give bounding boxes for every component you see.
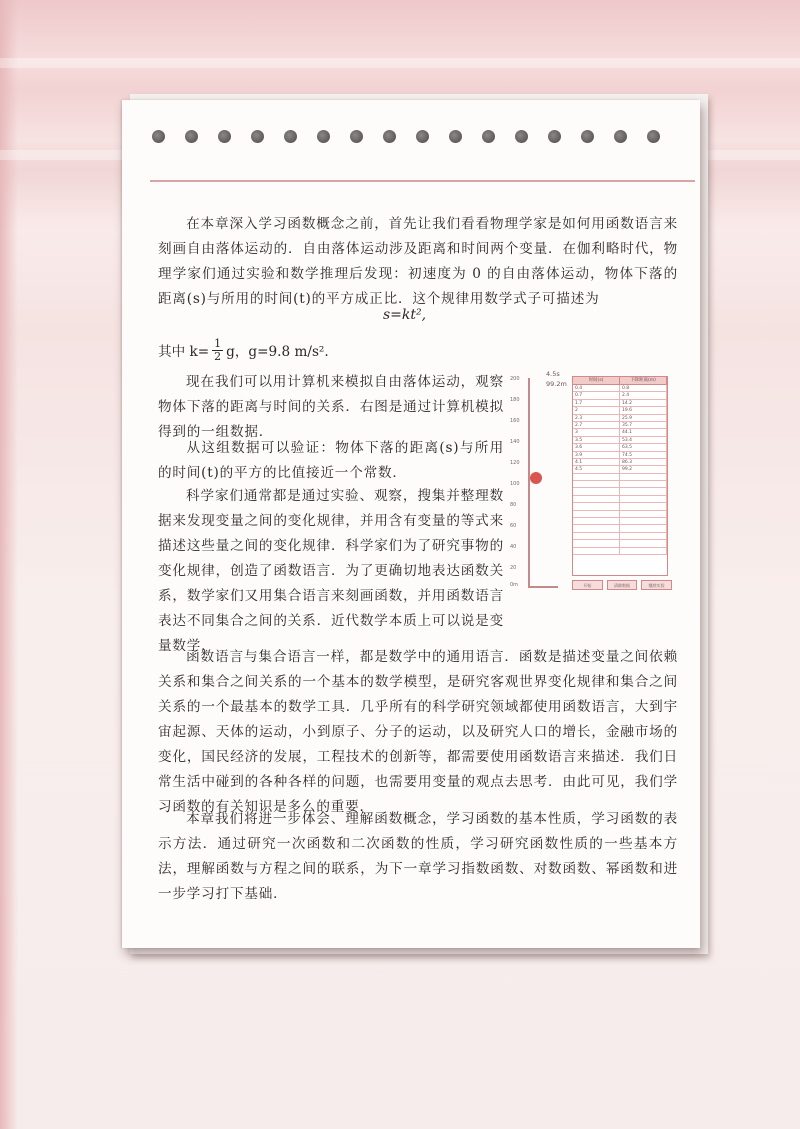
table-row (573, 437, 667, 444)
time-cell: 1.7 (573, 400, 620, 406)
scientists-text: 科学家们通常都是通过实验、观察，搜集并整理数据来发现变量之间的变化规律，并用含有变量的等式来描述这些量之间的变化规律．科学家们为了研究事物的变化规律，创造了函数语言．为了更确切地表达函数关系，数学家们又用集合语言来刻画函数，并用函数语言表达不同集合之间的关系．近代数学本质上可以说是变量数学． (158, 488, 504, 654)
table-body (573, 385, 667, 555)
distance-cell (620, 503, 667, 509)
falling-ball (530, 472, 542, 484)
tick-label: 40 (510, 544, 517, 550)
function-language-paragraph (158, 645, 678, 820)
time-cell: 2.3 (573, 415, 620, 421)
where-prefix: 其中 k= (158, 344, 210, 360)
time-cell: 2.7 (573, 422, 620, 428)
distance-cell: 2.4 (620, 392, 667, 398)
chapter-plan-text: 本章我们将进一步体会、理解函数概念，学习函数的基本性质，学习函数的表示方法．通过研究一次函数和二次函数的性质，学习研究函数性质的一些基本方法，理解函数与方程之间的联系，为下一章学习指数函数、对数函数、幂函数和进一步学习打下基础． (158, 811, 678, 902)
chapter-plan-paragraph (158, 807, 678, 907)
time-cell (573, 488, 620, 494)
binding-hole (449, 130, 462, 143)
binding-hole (647, 130, 660, 143)
distance-cell (620, 548, 667, 554)
binding-hole (383, 130, 396, 143)
binding-hole (284, 130, 297, 143)
distance-cell (620, 481, 667, 487)
background-band (0, 58, 800, 68)
table-row (573, 459, 667, 466)
binding-holes (152, 130, 672, 146)
ground-line (528, 586, 558, 588)
simulation-controls (572, 580, 672, 592)
table-row (573, 540, 667, 547)
time-cell (573, 548, 620, 554)
tick-label: 0m (510, 582, 519, 588)
verification-paragraph (158, 436, 504, 486)
time-cell (573, 474, 620, 480)
verification-text: 从这组数据可以验证：物体下落的距离(s)与所用的时间(t)的平方的比值接近一个常数． (158, 440, 504, 481)
table-row (573, 525, 667, 532)
binding-hole (350, 130, 363, 143)
data-table (572, 376, 668, 576)
distance-cell: 53.4 (620, 437, 667, 443)
distance-cell (620, 496, 667, 502)
column-header-distance: 下降距离(m) (620, 377, 667, 384)
distance-cell: 99.2 (620, 466, 667, 472)
table-row (573, 481, 667, 488)
distance-cell: 14.2 (620, 400, 667, 406)
time-cell: 3.6 (573, 444, 620, 450)
function-language-text: 函数语言与集合语言一样，都是数学中的通用语言．函数是描述变量之间依赖关系和集合之间关系的一个基本的数学模型，是研究客观世界变化规律和集合之间关系的一个最基本的数学工具．几乎所有的科学研究领域都使用函数语言，大到宇宙起源、天体的运动，小到原子、分子的运动，以及研究人口的增长，金融市场的变化，国民经济的发展，工程技术的创新等，都需要使用函数语言来描述．我们日常生活中碰到的各种各样的问题，也需要用变量的观点去思考．由此可见，我们学习函数的有关知识是多么的重要． (158, 649, 678, 815)
free-fall-simulation (508, 368, 678, 596)
distance-cell (620, 511, 667, 517)
table-row (573, 548, 667, 555)
binding-hole (614, 130, 627, 143)
table-row (573, 415, 667, 422)
binding-hole (152, 130, 165, 143)
binding-hole (218, 130, 231, 143)
time-cell (573, 533, 620, 539)
time-cell: 0.4 (573, 385, 620, 391)
binding-hole (581, 130, 594, 143)
table-row (573, 503, 667, 510)
tick-label: 60 (510, 523, 517, 529)
tick-label: 20 (510, 565, 517, 571)
table-row (573, 407, 667, 414)
fraction-numerator: 1 (214, 336, 222, 350)
time-cell (573, 481, 620, 487)
binding-hole (185, 130, 198, 143)
table-row (573, 511, 667, 518)
distance-cell (620, 488, 667, 494)
table-row (573, 488, 667, 495)
distance-readout: 99.2m (546, 380, 567, 388)
time-cell (573, 540, 620, 546)
table-header (573, 377, 667, 385)
table-row (573, 533, 667, 540)
table-row (573, 444, 667, 451)
tick-label: 160 (510, 418, 520, 424)
clear-data-button[interactable]: 清除数据 (607, 580, 638, 590)
time-readout: 4.5s (546, 370, 560, 378)
tick-label: 200 (510, 376, 520, 382)
table-row (573, 518, 667, 525)
header-rule (150, 180, 695, 182)
table-row (573, 496, 667, 503)
distance-cell (620, 525, 667, 531)
binding-hole (416, 130, 429, 143)
time-cell: 3 (573, 429, 620, 435)
time-cell (573, 525, 620, 531)
page-left-edge (0, 0, 18, 1129)
distance-cell: 25.9 (620, 415, 667, 421)
time-cell (573, 511, 620, 517)
where-suffix: g，g=9.8 m/s². (226, 344, 329, 360)
time-cell (573, 503, 620, 509)
simulation-paragraph (158, 370, 504, 445)
tick-label: 140 (510, 439, 520, 445)
tick-label: 120 (510, 460, 520, 466)
distance-cell: 35.7 (620, 422, 667, 428)
start-button[interactable]: 开始 (572, 580, 603, 590)
binding-hole (317, 130, 330, 143)
scientists-paragraph (158, 484, 504, 659)
distance-cell (620, 533, 667, 539)
fraction (212, 338, 223, 363)
formula-where (158, 333, 329, 367)
table-row (573, 474, 667, 481)
time-cell: 2 (573, 407, 620, 413)
distance-cell (620, 540, 667, 546)
distance-cell: 44.1 (620, 429, 667, 435)
time-cell (573, 496, 620, 502)
table-row (573, 429, 667, 436)
column-header-time: 时间(s) (573, 377, 620, 384)
tick-label: 180 (510, 397, 520, 403)
table-row (573, 385, 667, 392)
table-row (573, 400, 667, 407)
table-row (573, 466, 667, 473)
distance-cell: 86.3 (620, 459, 667, 465)
distance-cell (620, 518, 667, 524)
time-cell (573, 518, 620, 524)
binding-hole (251, 130, 264, 143)
table-row (573, 422, 667, 429)
tick-label: 80 (510, 502, 517, 508)
time-cell: 0.7 (573, 392, 620, 398)
table-row (573, 452, 667, 459)
time-cell: 3.9 (573, 452, 620, 458)
fraction-denominator: 2 (214, 349, 222, 363)
intro-paragraph (158, 212, 678, 312)
distance-cell: 0.8 (620, 385, 667, 391)
formula: s=kt², (383, 307, 427, 323)
distance-cell: 63.5 (620, 444, 667, 450)
table-row (573, 392, 667, 399)
time-cell: 3.5 (573, 437, 620, 443)
continue-button[interactable]: 继续实验 (641, 580, 672, 590)
intro-text: 在本章深入学习函数概念之前，首先让我们看看物理学家是如何用函数语言来刻画自由落体运动的．自由落体运动涉及距离和时间两个变量．在伽利略时代，物理学家们通过实验和数学推理后发现：初速度为 0 的自由落体运动，物体下落的距离(s)与所用的时间(t)的平方成正比．这个规律用数学式子可描述为 (158, 216, 678, 307)
binding-hole (548, 130, 561, 143)
tick-label: 100 (510, 481, 520, 487)
time-cell: 4.5 (573, 466, 620, 472)
time-cell: 4.1 (573, 459, 620, 465)
distance-cell: 74.5 (620, 452, 667, 458)
binding-hole (515, 130, 528, 143)
binding-hole (482, 130, 495, 143)
distance-cell (620, 474, 667, 480)
simulation-text: 现在我们可以用计算机来模拟自由落体运动，观察物体下落的距离与时间的关系．右图是通过计算机模拟得到的一组数据． (158, 374, 504, 440)
height-axis (528, 378, 530, 588)
distance-cell: 19.6 (620, 407, 667, 413)
